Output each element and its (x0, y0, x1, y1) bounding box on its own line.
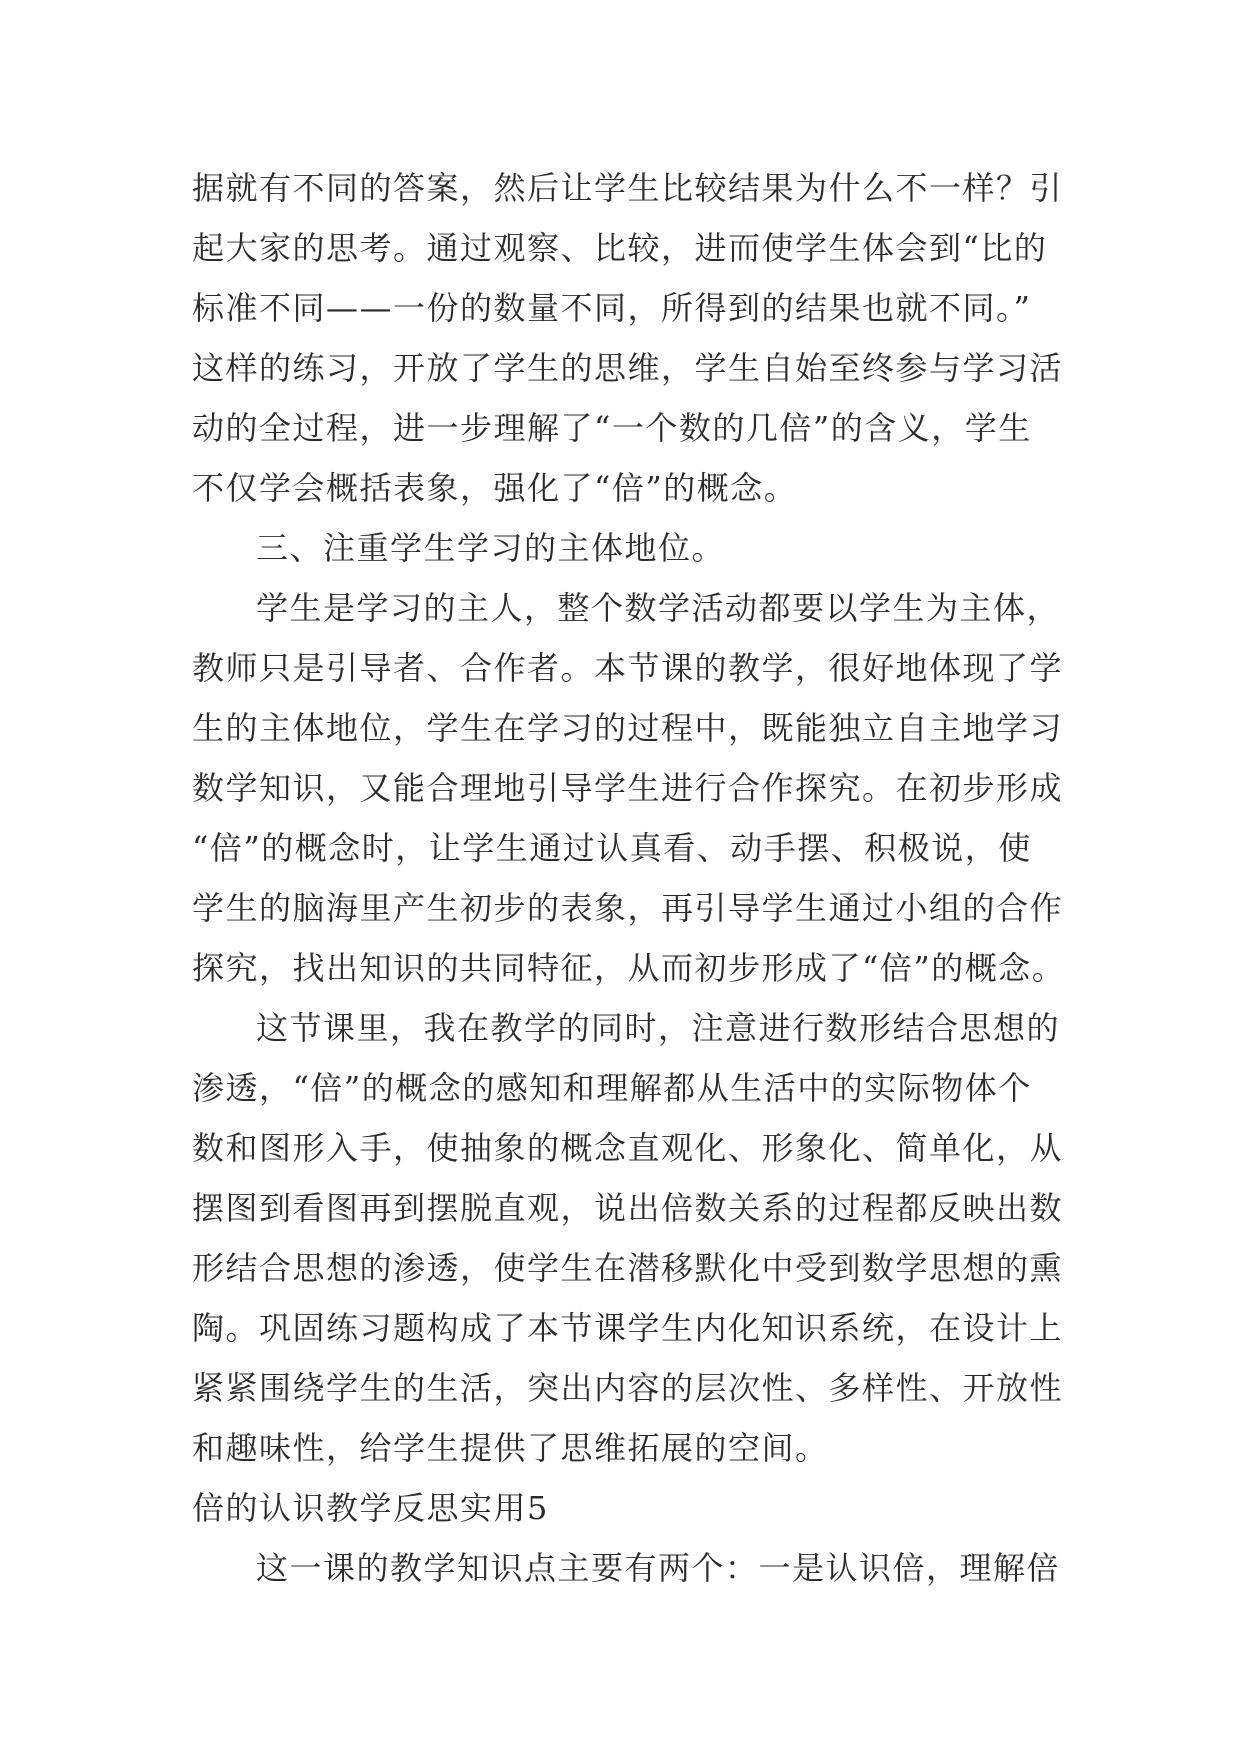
text-line-21: 紧紧围绕学生的生活，突出内容的层次性、多样性、开放性 (192, 1369, 1064, 1407)
text-line-18: 摆图到看图再到摆脱直观，说出倍数关系的过程都反映出数 (192, 1189, 1064, 1227)
text-line-22: 和趣味性，给学生提供了思维拓展的空间。 (192, 1429, 829, 1467)
text-line-9: 教师只是引导者、合作者。本节课的教学，很好地体现了学 (192, 649, 1064, 687)
text-line-14: 探究，找出知识的共同特征，从而初步形成了“倍”的概念。 (192, 949, 1066, 987)
text-line-3: 标准不同——一份的数量不同，所得到的结果也就不同。” (192, 289, 1032, 327)
text-line-5: 动的全过程，进一步理解了“一个数的几倍”的含义，学生 (192, 409, 1032, 447)
text-line-6: 不仅学会概括表象，强化了“倍”的概念。 (192, 469, 798, 507)
text-line-20: 陶。巩固练习题构成了本节课学生内化知识系统，在设计上 (192, 1309, 1064, 1347)
article-title: 倍的认识教学反思实用5 (192, 1489, 549, 1527)
text-line-12: “倍”的概念时，让学生通过认真看、动手摆、积极说，使 (192, 829, 1032, 867)
text-line-1: 据就有不同的答案，然后让学生比较结果为什么不一样？引 (192, 169, 1064, 207)
text-line-15: 这节课里，我在教学的同时，注意进行数形结合思想的 (256, 1009, 1061, 1047)
text-line-11: 数学知识，又能合理地引导学生进行合作探究。在初步形成 (192, 769, 1064, 807)
text-line-16: 渗透，“倍”的概念的感知和理解都从生活中的实际物体个 (192, 1069, 1032, 1107)
text-line-4: 这样的练习，开放了学生的思维，学生自始至终参与学习活 (192, 349, 1064, 387)
text-line-10: 生的主体地位，学生在学习的过程中，既能独立自主地学习 (192, 709, 1064, 747)
text-line-2: 起大家的思考。通过观察、比较，进而使学生体会到“比的 (192, 229, 1048, 267)
text-line-24: 这一课的教学知识点主要有两个：一是认识倍，理解倍 (256, 1549, 1061, 1587)
section-heading: 三、注重学生学习的主体地位。 (256, 529, 726, 567)
text-line-17: 数和图形入手，使抽象的概念直观化、形象化、简单化，从 (192, 1129, 1064, 1167)
text-line-13: 学生的脑海里产生初步的表象，再引导学生通过小组的合作 (192, 889, 1064, 927)
text-line-8: 学生是学习的主人，整个数学活动都要以学生为主体， (256, 589, 1061, 627)
text-line-19: 形结合思想的渗透，使学生在潜移默化中受到数学思想的熏 (192, 1249, 1064, 1287)
